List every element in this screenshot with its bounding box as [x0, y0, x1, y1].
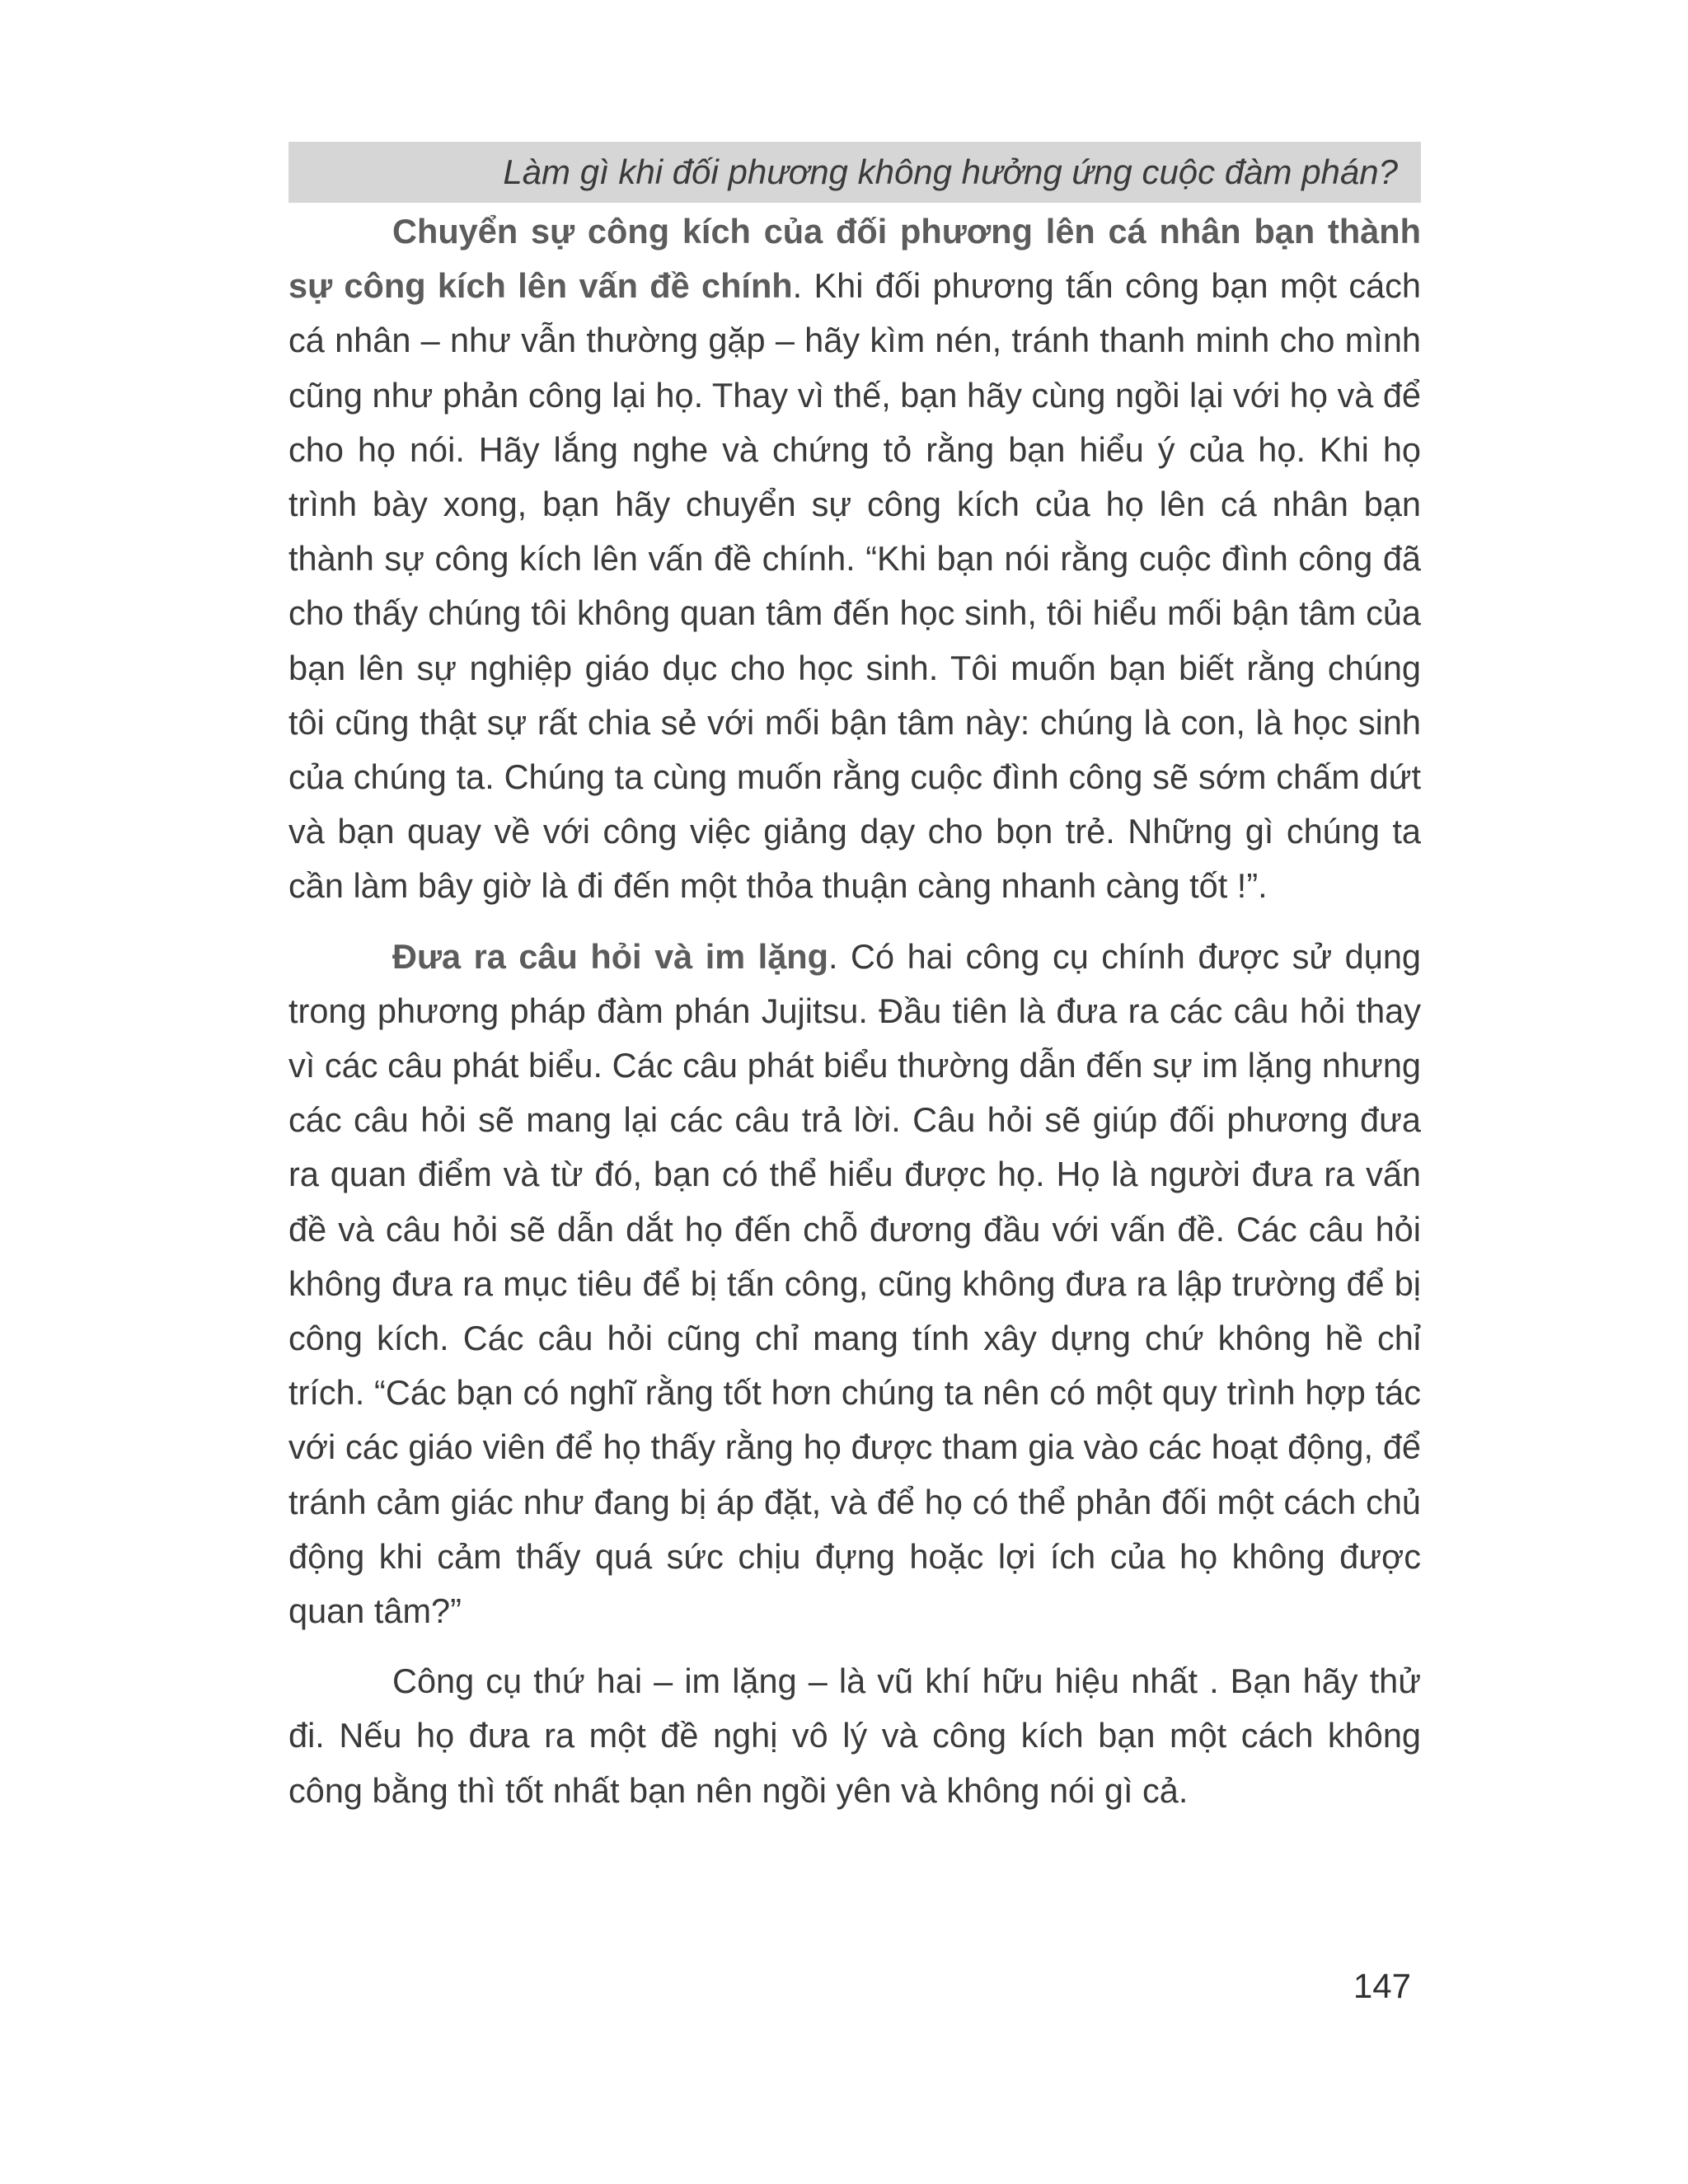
paragraph-lead-heading: Chuyển sự công kích của đối phương lên cá nhân bạn thành sự công kích lên vấn đề chính [288, 212, 1421, 306]
paragraph-attack-reframing [288, 204, 1421, 914]
running-header-title: Làm gì khi đối phương không hưởng ứng cuộc đàm phán? [503, 152, 1398, 191]
paragraph-lead-heading: Đưa ra câu hỏi và im lặng [392, 936, 828, 976]
paragraph-second-tool [288, 1654, 1421, 1818]
page-number: 147 [1353, 1966, 1411, 2005]
body-text [288, 204, 1421, 1818]
paragraph-body: . Có hai công cụ chính được sử dụng trong phương pháp đàm phán Jujitsu. Đầu tiên là đưa ra các câu hỏi thay vì các câu phát biểu. Các câu phát biểu thường dẫn đến sự im lặng nhưng các câu hỏi sẽ mang lại các câu trả lời. Câu hỏi sẽ giúp đối phương đưa ra quan điểm và từ đó, bạn có thể hiểu được họ. Họ là người đưa ra vấn đề và câu hỏi sẽ dẫn dắt họ đến chỗ đương đầu với vấn đề. Các câu hỏi không đưa ra mục tiêu để bị tấn công, cũng không đưa ra lập trường để bị công kích. Các câu hỏi cũng chỉ mang tính xây dựng chứ không hề chỉ trích. “Các bạn có nghĩ rằng tốt hơn chúng ta nên có một quy trình hợp tác với các giáo viên để họ thấy rằng họ được tham gia vào các hoạt động, để tránh cảm giác như đang bị áp đặt, và để họ có thể phản đối một cách chủ động khi cảm thấy quá sức chịu đựng hoặc lợi ích của họ không được quan tâm?” [288, 936, 1421, 1631]
paragraph-body: . Khi đối phương tấn công bạn một cách cá nhân – như vẫn thường gặp – hãy kìm nén, tránh thanh minh cho mình cũng như phản công lại họ. Thay vì thế, bạn hãy cùng ngồi lại với họ và để cho họ nói. Hãy lắng nghe và chứng tỏ rằng bạn hiểu ý của họ. Khi họ trình bày xong, bạn hãy chuyển sự công kích của họ lên cá nhân bạn thành sự công kích lên vấn đề chính. “Khi bạn nói rằng cuộc đình công đã cho thấy chúng tôi không quan tâm đến học sinh, tôi hiểu mối bận tâm của bạn lên sự nghiệp giáo dục cho học sinh. Tôi muốn bạn biết rằng chúng tôi cũng thật sự rất chia sẻ với mối bận tâm này: chúng là con, là học sinh của chúng ta. Chúng ta cùng muốn rằng cuộc đình công sẽ sớm chấm dứt và bạn quay về với công việc giảng dạy cho bọn trẻ. Những gì chúng ta cần làm bây giờ là đi đến một thỏa thuận càng nhanh càng tốt !”. [288, 266, 1422, 906]
paragraph-body: Công cụ thứ hai – im lặng – là vũ khí hữu hiệu nhất . Bạn hãy thử đi. Nếu họ đưa ra một đề nghị vô lý và công kích bạn một cách không công bằng thì tốt nhất bạn nên ngồi yên và không nói gì cả. [288, 1661, 1421, 1810]
running-header [288, 142, 1421, 203]
paragraph-questions-silence [288, 930, 1421, 1639]
